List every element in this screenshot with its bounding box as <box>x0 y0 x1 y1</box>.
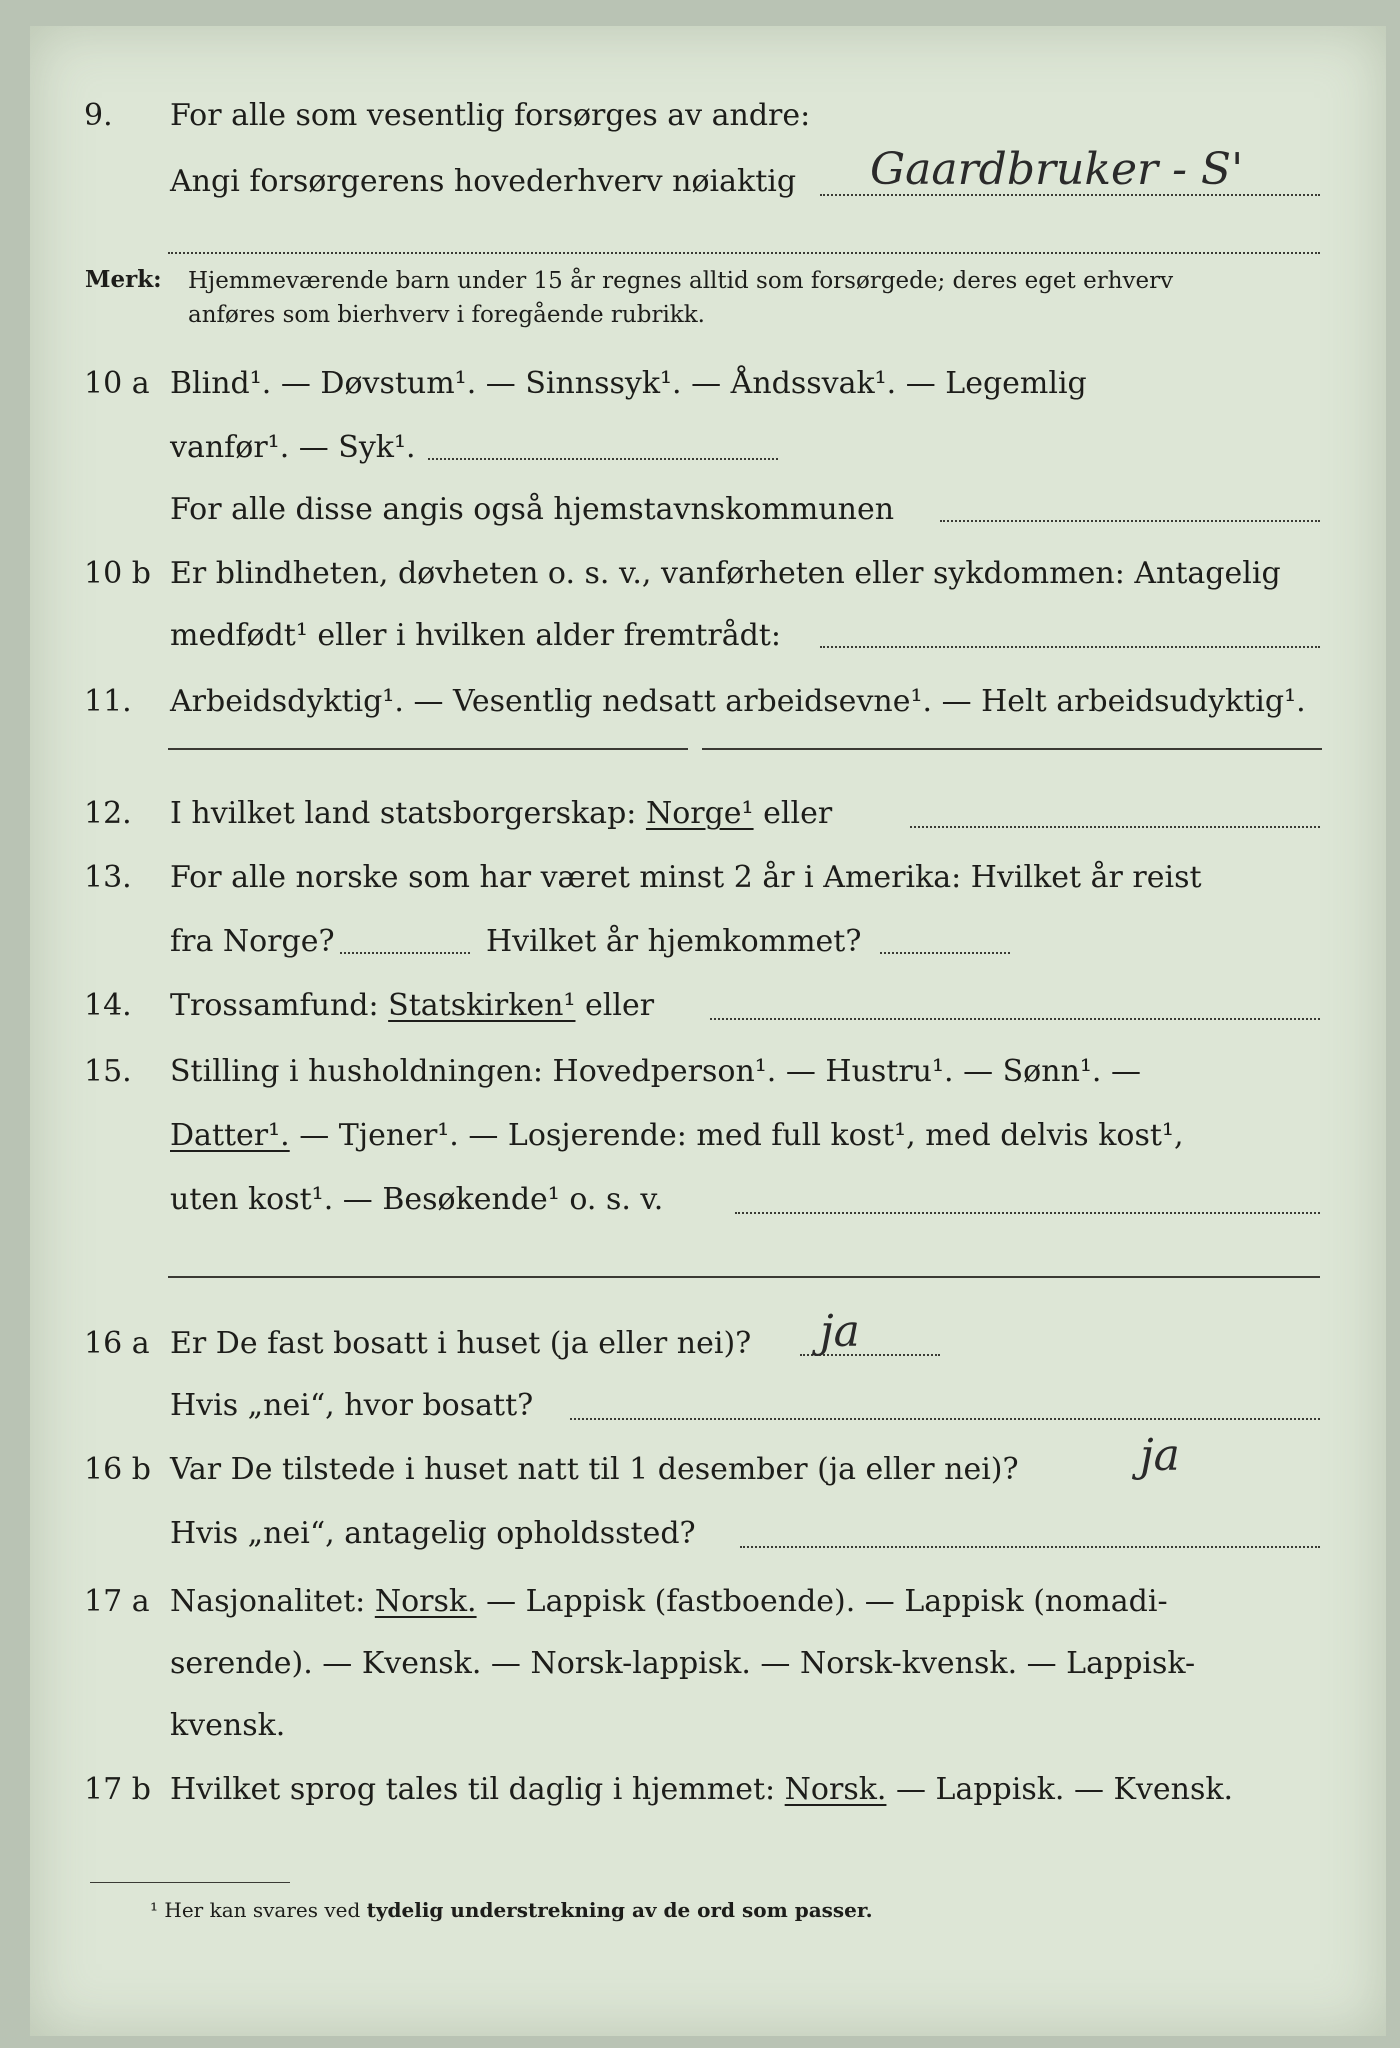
merk-label: Merk: <box>85 266 162 293</box>
q16a-line1: Er De fast bosatt i huset (ja eller nei)? <box>170 1326 752 1361</box>
q10a-line3: For alle disse angis også hjemstavnskommunen <box>170 492 895 527</box>
merk-line1: Hjemmeværende barn under 15 år regnes alltid som forsørgede; deres eget erhverv <box>188 268 1174 294</box>
q13-line1: For alle norske som har været minst 2 år i Amerika: Hvilket år reist <box>170 860 1202 895</box>
q12-prefix: I hvilket land statsborgerskap: <box>170 796 637 831</box>
q12-line <box>170 796 832 831</box>
q11-rule-left <box>168 748 688 750</box>
q16a-line2: Hvis „nei“, hvor bosatt? <box>170 1388 534 1423</box>
q13-number: 13. <box>84 860 132 895</box>
q17b-number: 17 b <box>84 1772 151 1807</box>
q17a-line1 <box>170 1584 1168 1619</box>
footnote-mark: ¹ <box>150 1898 159 1922</box>
footnote-text-bold: tydelig understrekning av de ord som passer. <box>366 1898 873 1922</box>
q16b-opholdssted-line <box>740 1546 1320 1548</box>
q11-line1: Arbeidsdyktig¹. — Vesentlig nedsatt arbeidsevne¹. — Helt arbeidsudyktig¹. <box>170 684 1306 719</box>
q9-number: 9. <box>84 98 113 133</box>
q15-number: 15. <box>84 1054 132 1089</box>
q12-underlined-norge: Norge¹ <box>645 796 754 831</box>
q17a-line1-rest: — Lappisk (fastboende). — Lappisk (nomadi- <box>486 1584 1168 1619</box>
q15-underlined-datter: Datter¹. <box>170 1118 290 1153</box>
q10b-line1: Er blindheten, døvheten o. s. v., vanførheten eller sykdommen: Antagelig <box>170 556 1281 591</box>
q9-extra-line <box>168 252 1320 254</box>
q17a-underlined-norsk: Norsk. <box>374 1584 477 1619</box>
q10a-line2: vanfør¹. — Syk¹. <box>170 430 416 465</box>
q13-line2b: Hvilket år hjemkommet? <box>486 924 862 959</box>
q16a-handwritten-answer: ja <box>820 1306 860 1357</box>
merk-line2: anføres som bierhverv i foregående rubrikk. <box>188 302 705 328</box>
footnote-rule <box>90 1882 290 1883</box>
q16a-bosatt-line <box>570 1418 1320 1420</box>
q14-line <box>170 988 654 1023</box>
q14-underlined-statskirken: Statskirken¹ <box>388 988 576 1023</box>
q16a-number: 16 a <box>84 1326 150 1361</box>
q11-number: 11. <box>84 684 132 719</box>
q10b-number: 10 b <box>84 556 151 591</box>
q15-line1: Stilling i husholdningen: Hovedperson¹. — Hustru¹. — Sønn¹. — <box>170 1054 1141 1089</box>
q9-handwritten-answer: Gaardbruker - S' <box>870 144 1244 195</box>
q17a-prefix: Nasjonalitet: <box>170 1584 366 1619</box>
q16b-number: 16 b <box>84 1452 151 1487</box>
q17a-line2: serende). — Kvensk. — Norsk-lappisk. — Norsk-kvensk. — Lappisk- <box>170 1646 1196 1681</box>
q10a-line1: Blind¹. — Døvstum¹. — Sinnssyk¹. — Åndssvak¹. — Legemlig <box>170 366 1087 401</box>
q15-line3: uten kost¹. — Besøkende¹ o. s. v. <box>170 1182 664 1217</box>
q9-line1: For alle som vesentlig forsørges av andre: <box>170 98 811 133</box>
q17b-prefix: Hvilket sprog tales til daglig i hjemmet: <box>170 1772 776 1807</box>
q16b-line2: Hvis „nei“, antagelig opholdssted? <box>170 1516 696 1551</box>
q15-answer-line <box>735 1212 1320 1214</box>
q13-reist-line <box>340 952 470 954</box>
q10a-number: 10 a <box>84 366 150 401</box>
q10b-answer-line <box>820 646 1320 648</box>
q12-answer-line <box>910 826 1320 828</box>
q13-line2a: fra Norge? <box>170 924 335 959</box>
q12-suffix: eller <box>763 796 833 831</box>
q11-rule-right <box>702 748 1322 750</box>
q14-prefix: Trossamfund: <box>170 988 379 1023</box>
q17a-line3: kvensk. <box>170 1708 286 1743</box>
q17a-number: 17 a <box>84 1584 150 1619</box>
footnote <box>150 1898 873 1922</box>
q9-line2: Angi forsørgerens hovederhverv nøiaktig <box>170 164 797 199</box>
census-form-page <box>30 26 1386 2036</box>
q16b-line1: Var De tilstede i huset natt til 1 desember (ja eller nei)? <box>170 1452 1019 1487</box>
q17b-line <box>170 1772 1233 1807</box>
q10a-kommune-line <box>940 520 1320 522</box>
q14-number: 14. <box>84 988 132 1023</box>
q10b-line2: medfødt¹ eller i hvilken alder fremtrådt: <box>170 618 781 653</box>
q10a-syk-line <box>428 458 778 460</box>
q14-suffix: eller <box>585 988 655 1023</box>
q17b-underlined-norsk: Norsk. <box>784 1772 887 1807</box>
q14-answer-line <box>710 1018 1320 1020</box>
q16b-handwritten-answer: ja <box>1140 1430 1180 1481</box>
q12-number: 12. <box>84 796 132 831</box>
footnote-text-plain: Her kan svares ved <box>164 1898 361 1922</box>
q15-line2 <box>170 1118 1183 1153</box>
q13-hjemkommet-line <box>880 952 1010 954</box>
q17b-suffix: — Lappisk. — Kvensk. <box>895 1772 1234 1807</box>
q15-rule <box>168 1276 1320 1278</box>
q15-line2-rest: — Tjener¹. — Losjerende: med full kost¹, med delvis kost¹, <box>299 1118 1184 1153</box>
